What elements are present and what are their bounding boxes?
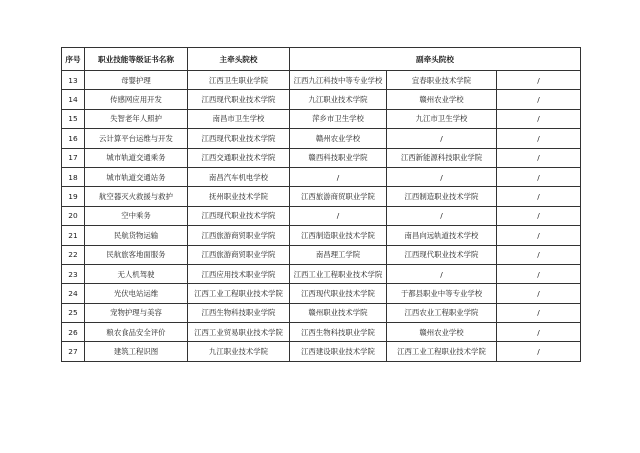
deputy-school-3-cell: / <box>497 187 581 206</box>
deputy-school-3-cell: / <box>497 303 581 322</box>
row-no-cell: 26 <box>62 323 85 342</box>
deputy-school-3-cell: / <box>497 167 581 186</box>
deputy-school-1-cell: 江西建设职业技术学院 <box>290 342 387 361</box>
row-no-cell: 13 <box>62 71 85 90</box>
header-cert-name: 职业技能等级证书名称 <box>85 48 188 71</box>
header-no: 序号 <box>62 48 85 71</box>
row-no-cell: 15 <box>62 109 85 128</box>
cert-name-cell: 航空器灭火救援与救护 <box>85 187 188 206</box>
main-school-cell: 江西现代职业技术学院 <box>188 90 290 109</box>
row-no-cell: 23 <box>62 264 85 283</box>
deputy-school-1-cell: 江西工业工程职业技术学院 <box>290 264 387 283</box>
row-no-cell: 24 <box>62 284 85 303</box>
table-body <box>62 71 581 362</box>
table-row <box>62 245 581 264</box>
table-row <box>62 71 581 90</box>
deputy-school-3-cell: / <box>497 109 581 128</box>
deputy-school-2-cell: 于都县职业中等专业学校 <box>387 284 497 303</box>
deputy-school-1-cell: 江西制造职业技术学院 <box>290 226 387 245</box>
deputy-school-1-cell: 赣西科技职业学院 <box>290 148 387 167</box>
cert-name-cell: 城市轨道交通站务 <box>85 167 188 186</box>
cert-name-cell: 民航货物运输 <box>85 226 188 245</box>
header-main-school: 主牵头院校 <box>188 48 290 71</box>
deputy-school-2-cell: / <box>387 264 497 283</box>
deputy-school-1-cell: / <box>290 167 387 186</box>
cert-name-cell: 城市轨道交通乘务 <box>85 148 188 167</box>
table-row <box>62 90 581 109</box>
table-row <box>62 206 581 225</box>
row-no-cell: 22 <box>62 245 85 264</box>
main-school-cell: 江西生物科技职业学院 <box>188 303 290 322</box>
deputy-school-2-cell: / <box>387 167 497 186</box>
deputy-school-2-cell: / <box>387 129 497 148</box>
cert-name-cell: 母婴护理 <box>85 71 188 90</box>
table-row <box>62 148 581 167</box>
deputy-school-3-cell: / <box>497 226 581 245</box>
deputy-school-1-cell: 赣州职业技术学院 <box>290 303 387 322</box>
deputy-school-2-cell: 江西工业工程职业技术学院 <box>387 342 497 361</box>
table-row <box>62 187 581 206</box>
main-school-cell: 江西现代职业技术学院 <box>188 129 290 148</box>
row-no-cell: 17 <box>62 148 85 167</box>
table-row <box>62 167 581 186</box>
deputy-school-1-cell: 江西九江科技中等专业学校 <box>290 71 387 90</box>
deputy-school-2-cell: 宜春职业技术学院 <box>387 71 497 90</box>
cert-name-cell: 空中乘务 <box>85 206 188 225</box>
main-school-cell: 九江职业技术学院 <box>188 342 290 361</box>
deputy-school-1-cell: 江西生物科技职业学院 <box>290 323 387 342</box>
table-row <box>62 129 581 148</box>
table-row <box>62 303 581 322</box>
deputy-school-3-cell: / <box>497 148 581 167</box>
cert-name-cell: 云计算平台运维与开发 <box>85 129 188 148</box>
certificate-table <box>61 47 581 362</box>
main-school-cell: 江西旅游商贸职业学院 <box>188 226 290 245</box>
deputy-school-3-cell: / <box>497 245 581 264</box>
main-school-cell: 江西工业贸易职业技术学院 <box>188 323 290 342</box>
cert-name-cell: 光伏电站运维 <box>85 284 188 303</box>
table-row <box>62 226 581 245</box>
deputy-school-2-cell: 江西现代职业技术学院 <box>387 245 497 264</box>
deputy-school-2-cell: 九江市卫生学校 <box>387 109 497 128</box>
deputy-school-3-cell: / <box>497 206 581 225</box>
main-school-cell: 江西应用技术职业学院 <box>188 264 290 283</box>
deputy-school-2-cell: 赣州农业学校 <box>387 90 497 109</box>
deputy-school-1-cell: / <box>290 206 387 225</box>
deputy-school-2-cell: 江西新能源科技职业学院 <box>387 148 497 167</box>
cert-name-cell: 传感网应用开发 <box>85 90 188 109</box>
main-school-cell: 抚州职业技术学院 <box>188 187 290 206</box>
deputy-school-1-cell: 九江职业技术学院 <box>290 90 387 109</box>
deputy-school-1-cell: 江西旅游商贸职业学院 <box>290 187 387 206</box>
main-school-cell: 江西交通职业技术学院 <box>188 148 290 167</box>
row-no-cell: 25 <box>62 303 85 322</box>
table-header-row <box>62 48 581 71</box>
main-school-cell: 南昌汽车机电学校 <box>188 167 290 186</box>
table-row <box>62 342 581 361</box>
main-school-cell: 江西工业工程职业技术学院 <box>188 284 290 303</box>
deputy-school-3-cell: / <box>497 342 581 361</box>
main-school-cell: 江西旅游商贸职业学院 <box>188 245 290 264</box>
deputy-school-3-cell: / <box>497 71 581 90</box>
cert-name-cell: 粮农食品安全评价 <box>85 323 188 342</box>
row-no-cell: 16 <box>62 129 85 148</box>
cert-name-cell: 失智老年人照护 <box>85 109 188 128</box>
cert-name-cell: 无人机驾驶 <box>85 264 188 283</box>
deputy-school-1-cell: 萍乡市卫生学校 <box>290 109 387 128</box>
row-no-cell: 14 <box>62 90 85 109</box>
main-school-cell: 南昌市卫生学校 <box>188 109 290 128</box>
deputy-school-2-cell: 南昌向远轨道技术学校 <box>387 226 497 245</box>
deputy-school-2-cell: 江西制造职业技术学院 <box>387 187 497 206</box>
header-deputy-school: 副牵头院校 <box>290 48 581 71</box>
table-row <box>62 323 581 342</box>
deputy-school-3-cell: / <box>497 284 581 303</box>
deputy-school-2-cell: / <box>387 206 497 225</box>
deputy-school-2-cell: 江西农业工程职业学院 <box>387 303 497 322</box>
deputy-school-3-cell: / <box>497 90 581 109</box>
main-school-cell: 江西现代职业技术学院 <box>188 206 290 225</box>
cert-name-cell: 建筑工程识图 <box>85 342 188 361</box>
deputy-school-3-cell: / <box>497 129 581 148</box>
deputy-school-3-cell: / <box>497 323 581 342</box>
deputy-school-1-cell: 赣州农业学校 <box>290 129 387 148</box>
table-row <box>62 284 581 303</box>
deputy-school-1-cell: 江西现代职业技术学院 <box>290 284 387 303</box>
row-no-cell: 27 <box>62 342 85 361</box>
cert-name-cell: 宠物护理与美容 <box>85 303 188 322</box>
table-row <box>62 264 581 283</box>
row-no-cell: 20 <box>62 206 85 225</box>
deputy-school-1-cell: 南昌理工学院 <box>290 245 387 264</box>
deputy-school-2-cell: 赣州农业学校 <box>387 323 497 342</box>
main-school-cell: 江西卫生职业学院 <box>188 71 290 90</box>
row-no-cell: 19 <box>62 187 85 206</box>
table-row <box>62 109 581 128</box>
deputy-school-3-cell: / <box>497 264 581 283</box>
row-no-cell: 18 <box>62 167 85 186</box>
row-no-cell: 21 <box>62 226 85 245</box>
cert-name-cell: 民航旅客地面服务 <box>85 245 188 264</box>
